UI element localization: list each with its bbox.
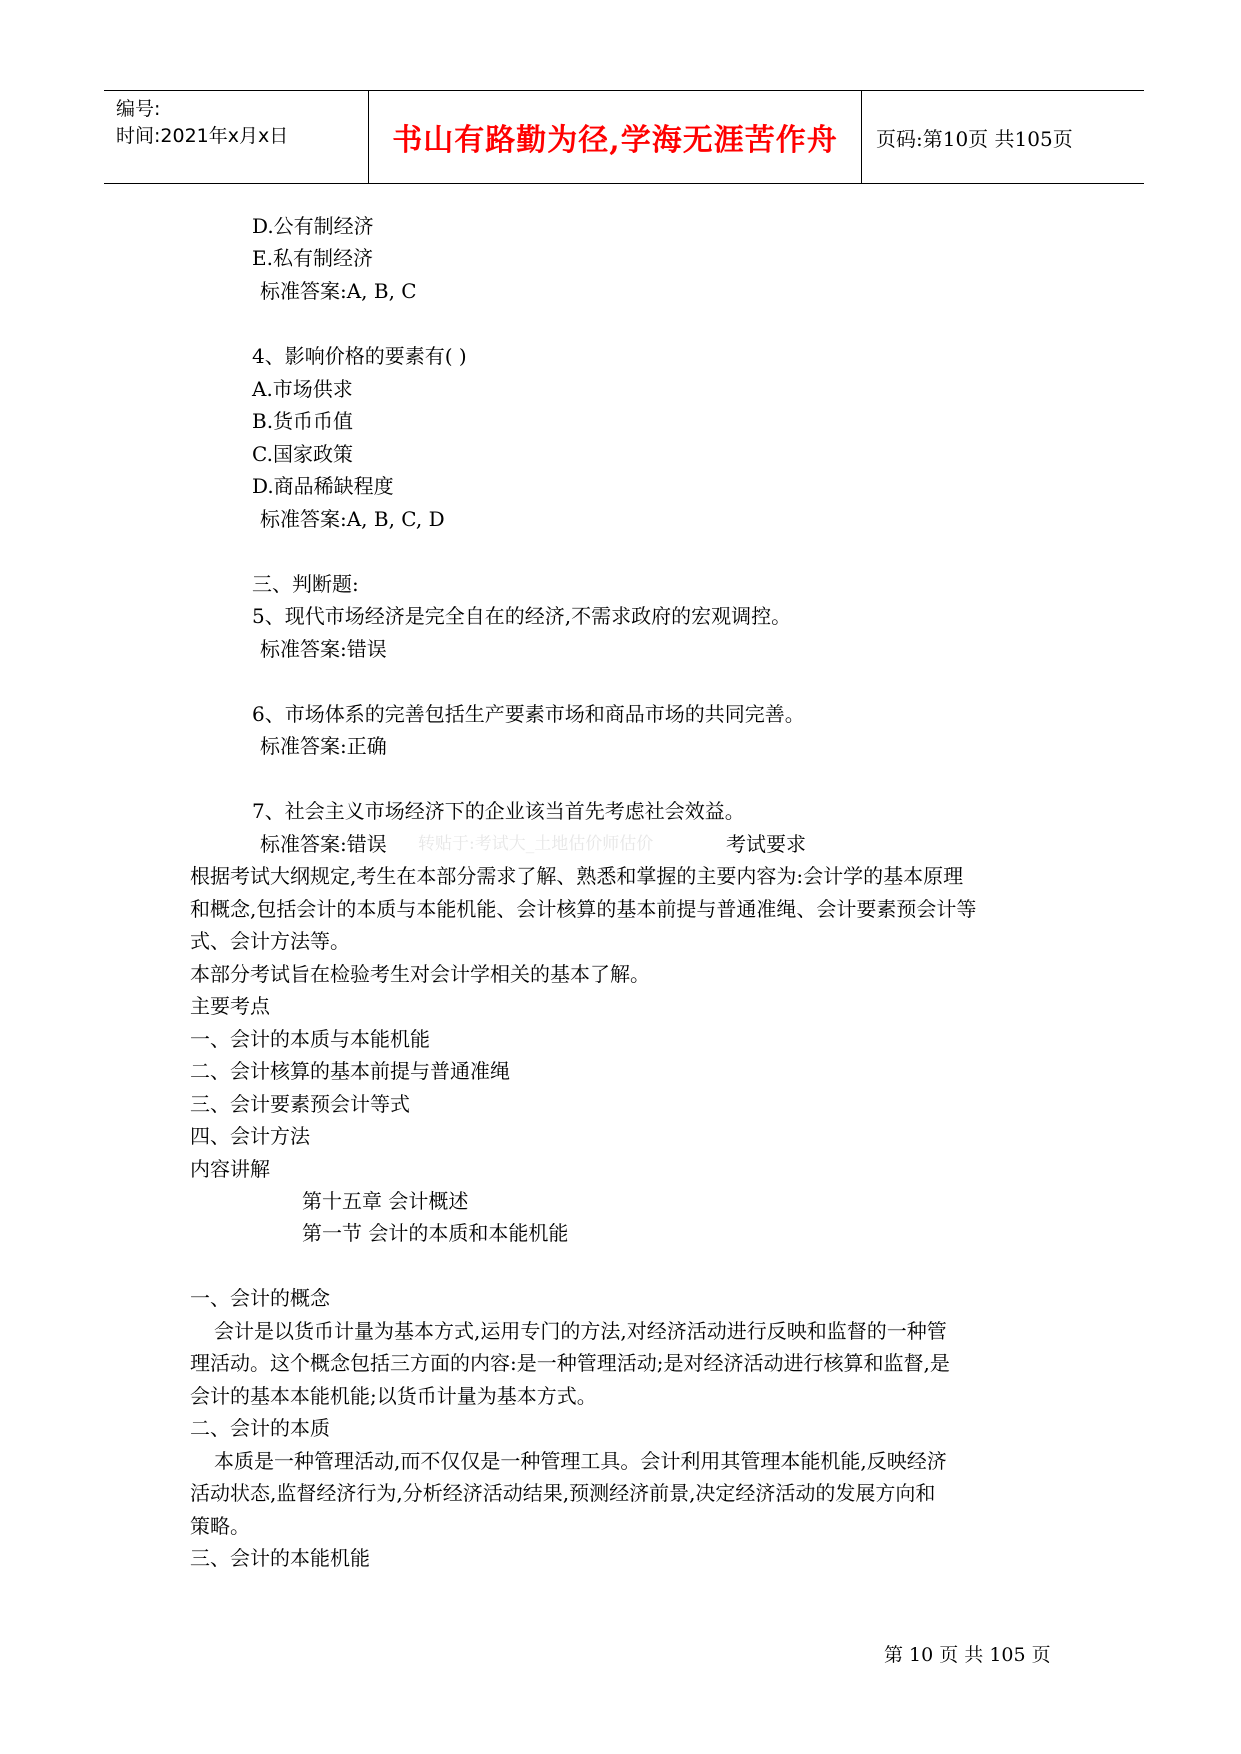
question-4: 4、影响价格的要素有( ) [252,344,467,368]
header-divider [368,91,369,183]
answer-q5: 标准答案:错误 [260,637,387,661]
key-points-heading: 主要考点 [190,994,270,1018]
option-e: E.私有制经济 [252,246,373,270]
option-a: A.市场供求 [252,377,353,401]
header-page-info: 页码:第10页 共105页 [876,126,1073,151]
subsection-heading: 二、会计的本质 [190,1416,330,1440]
paragraph-line: 会计是以货币计量为基本方式,运用专门的方法,对经济活动进行反映和监督的一种管 [214,1319,947,1343]
answer-q3: 标准答案:A, B, C [260,279,417,303]
answer-q4: 标准答案:A, B, C, D [260,507,445,531]
option-c: C.国家政策 [252,442,353,466]
paragraph-line: 会计的基本本能机能;以货币计量为基本方式。 [190,1384,597,1408]
exam-requirements-heading: 考试要求 [726,832,806,856]
subsection-heading: 一、会计的概念 [190,1286,330,1310]
faded-reprint-text: 转贴于:考试大_土地估价师估价 [418,834,654,854]
key-point: 一、会计的本质与本能机能 [190,1027,430,1051]
paragraph-line: 理活动。这个概念包括三方面的内容:是一种管理活动;是对经济活动进行核算和监督,是 [190,1351,950,1375]
subsection-heading: 三、会计的本能机能 [190,1546,370,1570]
paragraph-line: 式、会计方法等。 [190,929,350,953]
key-point: 三、会计要素预会计等式 [190,1092,410,1116]
chapter-title: 第十五章 会计概述 [302,1189,469,1213]
number-label: 编号: [116,98,161,120]
header-meta [116,91,366,183]
time-label: 时间:2021年x月x日 [116,125,289,147]
page-footer: 第 10 页 共 105 页 [884,1644,1051,1666]
page-header [104,90,1144,184]
option-d: D.公有制经济 [252,214,374,238]
section-title: 三、判断题: [252,572,359,596]
key-point: 二、会计核算的基本前提与普通准绳 [190,1059,510,1083]
header-motto: 书山有路勤为径,学海无涯苦作舟 [392,123,838,158]
section-title: 第一节 会计的本质和本能机能 [302,1221,569,1245]
paragraph-line: 活动状态,监督经济行为,分析经济活动结果,预测经济前景,决定经济活动的发展方向和 [190,1481,936,1505]
option-b: B.货币币值 [252,409,354,433]
question-7: 7、社会主义市场经济下的企业该当首先考虑社会效益。 [252,799,745,823]
answer-q6: 标准答案:正确 [260,734,387,758]
question-5: 5、现代市场经济是完全自在的经济,不需求政府的宏观调控。 [252,604,792,628]
content-heading: 内容讲解 [190,1157,270,1181]
paragraph-line: 策略。 [190,1514,250,1538]
paragraph-line: 本质是一种管理活动,而不仅仅是一种管理工具。会计利用其管理本能机能,反映经济 [214,1449,947,1473]
paragraph-line: 根据考试大纲规定,考生在本部分需求了解、熟悉和掌握的主要内容为:会计学的基本原理 [190,864,964,888]
header-divider [861,91,862,183]
key-point: 四、会计方法 [190,1124,310,1148]
answer-q7: 标准答案:错误 [260,832,387,856]
option-d: D.商品稀缺程度 [252,474,394,498]
question-6: 6、市场体系的完善包括生产要素市场和商品市场的共同完善。 [252,702,805,726]
paragraph-line: 本部分考试旨在检验考生对会计学相关的基本了解。 [190,962,650,986]
paragraph-line: 和概念,包括会计的本质与本能机能、会计核算的基本前提与普通准绳、会计要素预会计等 [190,897,977,921]
